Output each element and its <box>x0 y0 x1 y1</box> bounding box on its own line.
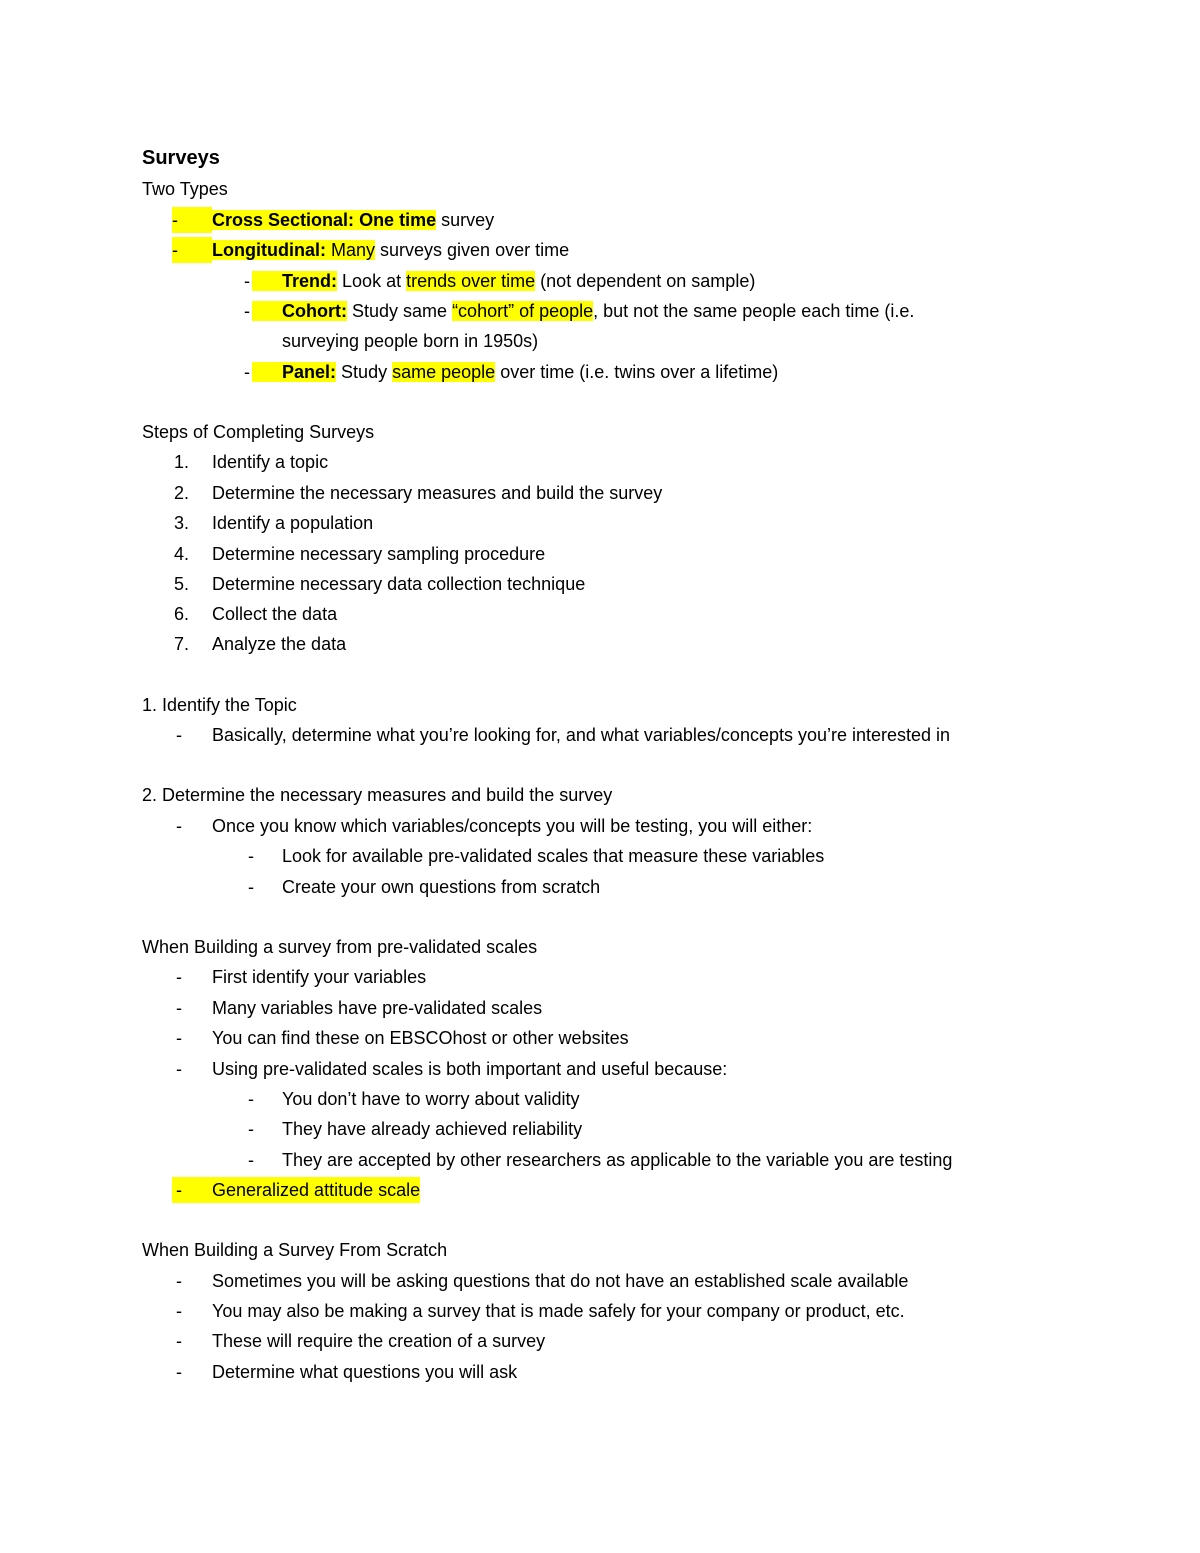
section-heading-prevalidated: When Building a survey from pre-validated scales <box>142 937 538 957</box>
section-heading-scratch: When Building a Survey From Scratch <box>142 1240 448 1260</box>
page-title: Surveys <box>142 147 220 169</box>
bullet-dash: - <box>172 237 212 263</box>
section-heading-measures: 2. Determine the necessary measures and build the survey <box>142 785 613 805</box>
bullet-dash: - <box>244 362 250 382</box>
section-heading-topic: 1. Identify the Topic <box>142 695 297 715</box>
bullet-dash: - <box>244 271 250 291</box>
section-heading-steps: Steps of Completing Surveys <box>142 422 375 442</box>
bullet-dash: - <box>172 207 212 233</box>
section-heading-two-types: Two Types <box>142 179 228 199</box>
bullet-dash: - <box>244 301 250 321</box>
document-page: Surveys Two Types - Cross Sectional: One time survey - Longitudinal: Many surveys given over time - Trend: Look at trends over time (not dependent on sample) - Cohort: Study same “cohort” of people, but not the same people each time (i.e. surveying people born in 1950s) - Panel: Study same people over time (i.e. twins over a lifetime) Steps of Completing Surveys 1. Identify a topic 2. Determine the necessary measures and build the survey 3. Identify a population 4. Determine necessary sampling procedure 5. Determine necessary data collection technique 6. Collect the data 7. Analyze the data 1. Identify the Topic - Basically, determine what you’re looking for, and what variables/concepts you’re interested in 2. Determine the necessary measures and build the survey - Once you know which variables/concepts you will be testing, you will either: - Look for available pre-validated scales that measure these variables - Create your own questions from scratch When Building a survey from pre-validated scales - First identify your variables - Many variables have pre-validated scales - You can find these on EBSCOhost or other websites - Using pre-validated scales is both important and useful because: - You don’t have to worry about validity - They have already achieved reliability - They are accepted by other researchers as applicable to the variable you are testing - Generalized attitude scale When Building a Survey From Scratch - Sometimes you will be asking questions that do not have an established scale available - You may also be making a survey that is made safely for your company or product, etc. - These will require the creation of a survey - Determine what questions you will ask <box>0 0 1200 1553</box>
